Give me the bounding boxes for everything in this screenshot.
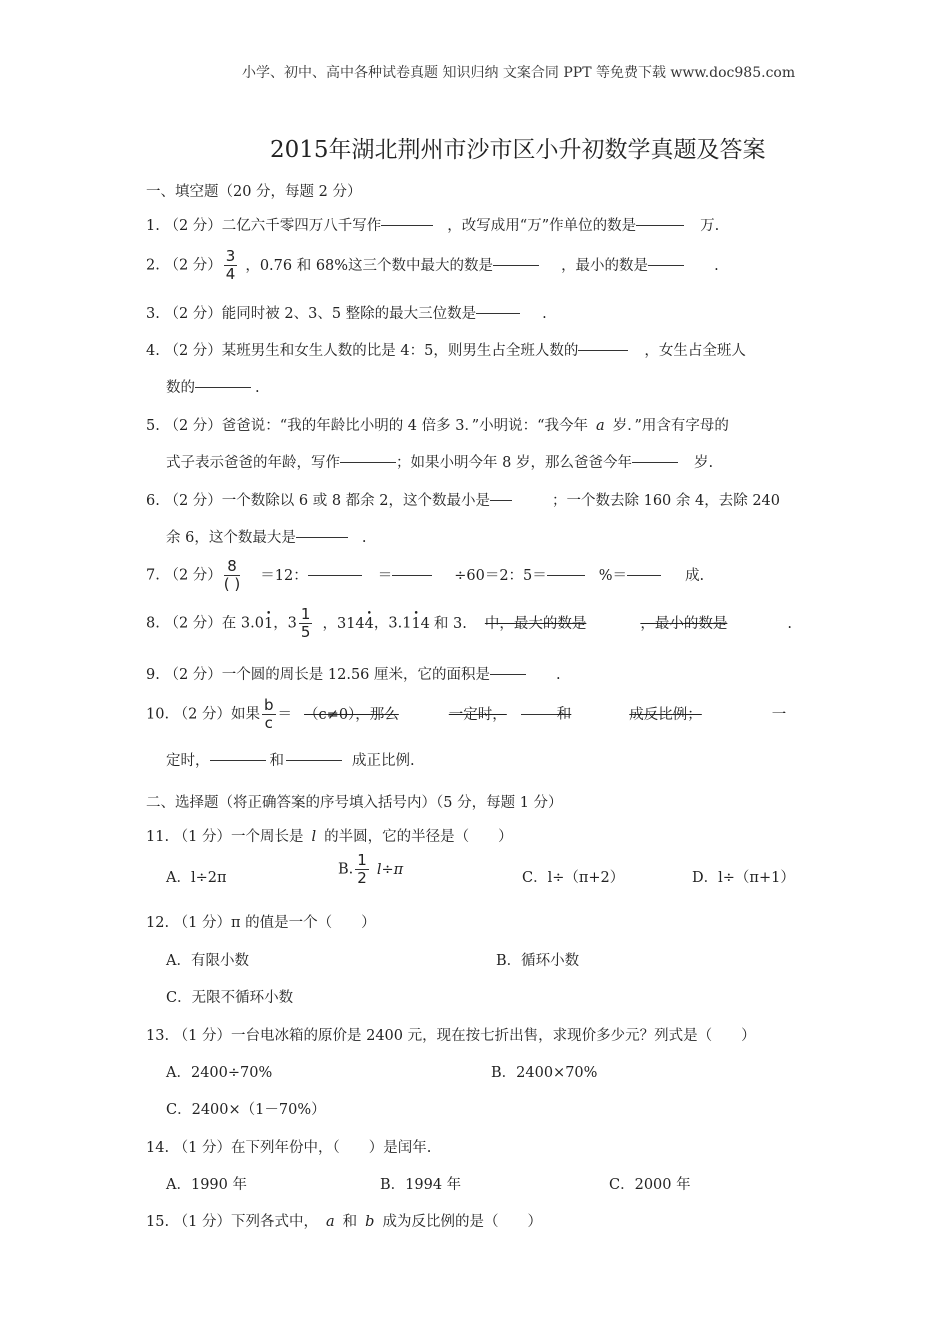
question-4: 4. （2 分）某班男生和女生人数的比是 4：5，则男生占全班人数的 ，女生占全班人 [146, 343, 746, 359]
fraction: $\frac{3}{4}$ [225, 247, 236, 283]
answer-blank [632, 462, 678, 463]
fraction: $\frac{1}{5}$ [300, 605, 311, 641]
question-5: 5. （2 分）爸爸说：“我的年龄比小明的 4 倍多 3．”小明说：“我今年 a 岁．”用含有字母的 [146, 418, 729, 434]
answer-blank [521, 714, 557, 715]
question-14: 14. （1 分）在下列年份中，（ ）是闰年. [146, 1140, 432, 1156]
answer-blank [490, 674, 526, 675]
section-heading-choice: 二、选择题（将正确答案的序号填入括号内）（5 分，每题 1 分） [146, 795, 563, 811]
answer-blank [308, 575, 362, 576]
section-heading-fill-blank: 一、填空题（20 分，每题 2 分） [146, 184, 362, 200]
question-6-cont: 余 6，这个数最大是 . [166, 530, 367, 546]
question-3: 3. （2 分）能同时被 2、3、5 整除的最大三位数是 . [146, 306, 547, 322]
question-8: 8. （2 分）在 3.0• 1，3 $\frac{1}{5}$ ，314• 4，3.1• 14 和 3. 中，最大的数是 ，最小的数是 . [146, 606, 792, 641]
answer-blank [547, 575, 585, 576]
answer-blank [286, 760, 342, 761]
question-13: 13. （1 分）一台电冰箱的原价是 2400 元，现在按七折出售，求现价多少元？列式是（ ） [146, 1028, 756, 1044]
answer-blank [578, 350, 628, 351]
question-2: 2. （2 分） $\frac{3}{4}$ ，0.76 和 68%这三个数中最大的数是 ，最小的数是 . [146, 247, 719, 283]
fraction: $\frac{8}{( )}$ [223, 557, 241, 593]
answer-blank [381, 225, 433, 226]
question-10: 10. （2 分）如果 $\frac{b}{c}$ ＝ （c≠0），那么 一定时， 和 成反比例； 一 [146, 696, 787, 732]
question-14-option-b: B．1994 年 [380, 1177, 462, 1193]
question-5-cont: 式子表示爸爸的年龄，写作 ；如果小明今年 8 岁，那么爸爸今年 岁. [166, 455, 714, 471]
fraction: $\frac{b}{c}$ [264, 696, 274, 732]
answer-blank [648, 265, 684, 266]
question-7: 7. （2 分） $\frac{8}{( )}$ ＝12： ＝ ÷60＝2：5＝ %＝ 成. [146, 557, 705, 593]
question-11-option-a: A．l÷2π [166, 870, 227, 886]
question-10-cont: 定时， 和 成正比例. [166, 753, 415, 769]
answer-blank [210, 760, 266, 761]
question-11-option-d: D．l÷（π+1） [692, 870, 795, 886]
question-6: 6. （2 分）一个数除以 6 或 8 都余 2，这个数最小是 ；一个数去除 160 余 4，去除 240 [146, 493, 781, 509]
question-13-option-c: C．2400×（1－70%） [166, 1102, 326, 1118]
doc-header-banner: 小学、初中、高中各种试卷真题 知识归纳 文案合同 PPT 等免费下载 www.doc985.com [242, 65, 796, 81]
answer-blank [476, 313, 520, 314]
question-9: 9. （2 分）一个圆的周长是 12.56 厘米，它的面积是 . [146, 667, 561, 683]
answer-blank [340, 462, 396, 463]
answer-blank [493, 265, 539, 266]
answer-blank [296, 537, 348, 538]
answer-blank [636, 225, 684, 226]
answer-blank [490, 500, 512, 501]
question-12-option-a: A．有限小数 [166, 953, 249, 969]
answer-blank [627, 575, 661, 576]
question-13-option-a: A．2400÷70% [166, 1065, 273, 1081]
question-13-option-b: B．2400×70% [491, 1065, 598, 1081]
question-14-option-a: A．1990 年 [166, 1177, 247, 1193]
question-14-option-c: C．2000 年 [609, 1177, 691, 1193]
question-15: 15. （1 分）下列各式中， a 和 b 成为反比例的是（ ） [146, 1214, 542, 1230]
answer-blank [392, 575, 432, 576]
answer-blank [195, 387, 251, 388]
question-1: 1. （2 分）二亿六千零四万八千写作 ，改写成用“万”作单位的数是 万. [146, 218, 720, 234]
question-12-option-b: B．循环小数 [496, 953, 580, 969]
fraction: $\frac{1}{2}$ [357, 851, 367, 887]
question-4-cont: 数的 . [166, 380, 260, 396]
question-12-option-c: C．无限不循环小数 [166, 990, 294, 1006]
question-11-option-c: C．l÷（π+2） [522, 870, 625, 886]
question-11-option-b: B. $\frac{1}{2}$ l÷π [338, 851, 404, 887]
question-11: 11. （1 分）一个周长是 l 的半圆，它的半径是（ ） [146, 829, 513, 845]
question-12: 12. （1 分）π 的值是一个（ ） [146, 915, 376, 931]
page-title: 2015年湖北荆州市沙市区小升初数学真题及答案 [270, 137, 766, 163]
